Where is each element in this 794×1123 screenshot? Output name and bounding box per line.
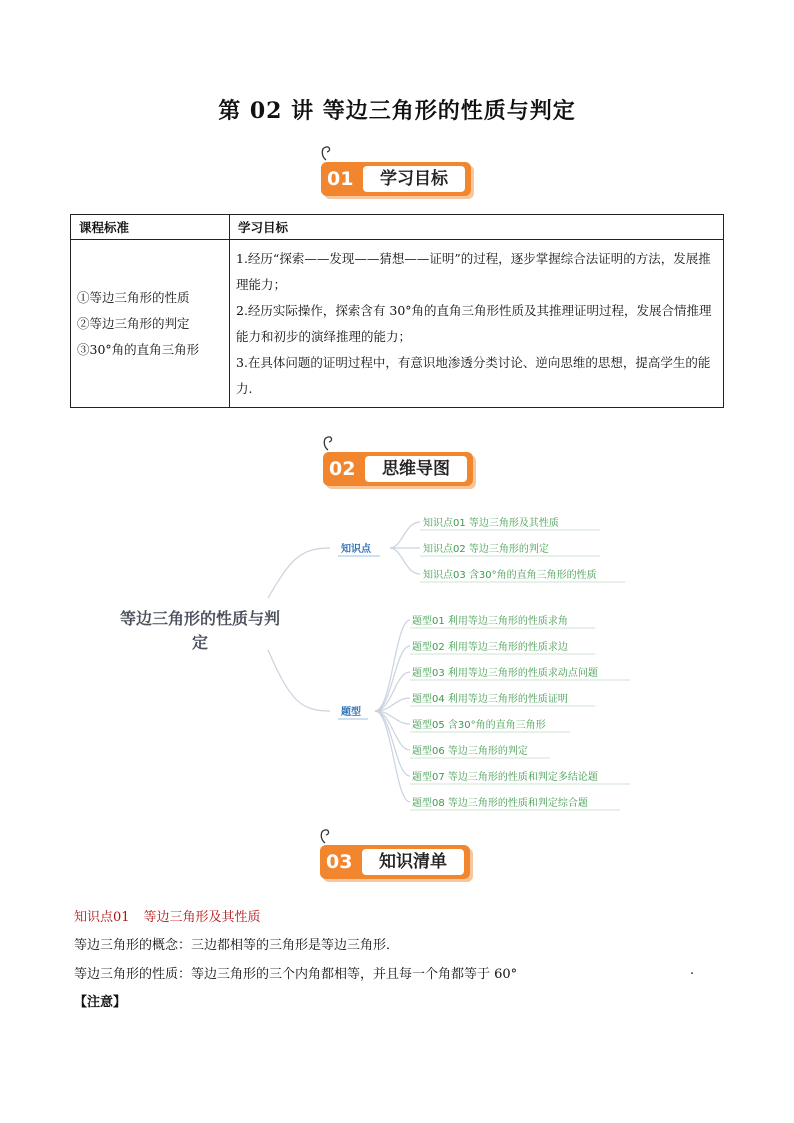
standard-item: ①等边三角形的性质 [77,289,190,305]
ring-icon [318,827,332,845]
section-label: 思维导图 [365,456,467,482]
type-leaf: 题型07 等边三角形的性质和判定多结论题 [412,772,598,783]
type-leaf: 题型01 利用等边三角形的性质求角 [412,616,568,627]
section-number: 01 [327,168,354,190]
property-paragraph: 等边三角形的性质：等边三角形的三个内角都相等，并且每一个角都等于 60° [74,967,518,982]
connector-line [268,548,330,598]
branch-types: 题型 [341,707,361,718]
branch-knowledge: 知识点 [341,544,371,555]
connector-line [390,548,420,574]
table-header-standard: 课程标准 [71,215,230,240]
knowledge-leaf: 知识点03 含30°角的直角三角形的性质 [423,570,597,581]
connector-line [390,522,420,548]
ring-icon [321,434,335,452]
section-label: 学习目标 [363,166,465,192]
concept-paragraph: 等边三角形的概念：三边都相等的三角形是等边三角形． [74,938,400,953]
connector-line [375,711,410,802]
type-leaf: 题型03 利用等边三角形的性质求动点问题 [412,668,598,679]
type-leaf: 题型08 等边三角形的性质和判定综合题 [412,798,588,809]
mind-map [0,500,794,820]
type-leaf: 题型05 含30°角的直角三角形 [412,720,546,731]
knowledge-point-title: 等边三角形及其性质 [143,910,261,925]
standards-cell [71,240,230,408]
section-number: 03 [326,851,353,873]
standard-item: ②等边三角形的判定 [77,315,190,331]
section-label: 知识清单 [362,849,464,875]
objective-item: 2.经历实际操作，探索含有 30°角的直角三角形性质及其推理证明过程，发展合情推理能力和初步的演绎推理的能力； [236,302,712,344]
note-label: 【注意】 [74,995,127,1010]
knowledge-leaf: 知识点02 等边三角形的判定 [423,544,549,555]
type-leaf: 题型04 利用等边三角形的性质证明 [412,694,568,705]
connector-line [375,620,410,711]
connector-line [375,711,410,776]
mindmap-root-line1: 等边三角形的性质与判 [119,609,281,628]
objective-item: 1.经历“探索——发现——猜想——证明”的过程，逐步掌握综合法证明的方法，发展推理能力； [236,250,711,292]
mindmap-root-line2: 定 [191,633,209,652]
section-number: 02 [329,458,356,480]
page-title: 第 02 讲 等边三角形的性质与判定 [218,98,576,124]
table-header-objective: 学习目标 [230,215,724,240]
banner-body [321,162,471,196]
banner-body [320,845,470,879]
property-end-mark: . [690,963,695,978]
objective-item: 3.在具体问题的证明过程中，有意识地渗透分类讨论、逆向思维的思想，提高学生的能力. [236,354,711,396]
banner-body [323,452,473,486]
connector-line [375,646,410,711]
ring-icon [319,144,333,162]
connector-line [268,650,330,711]
standard-item: ③30°角的直角三角形 [77,341,200,357]
goals-table [70,214,724,408]
type-leaf: 题型02 利用等边三角形的性质求边 [412,642,568,653]
objectives-cell [230,240,724,408]
knowledge-point-heading [74,906,275,925]
type-leaf: 题型06 等边三角形的判定 [412,746,528,757]
knowledge-leaf: 知识点01 等边三角形及其性质 [423,518,559,529]
knowledge-point-number: 知识点01 [74,910,130,925]
